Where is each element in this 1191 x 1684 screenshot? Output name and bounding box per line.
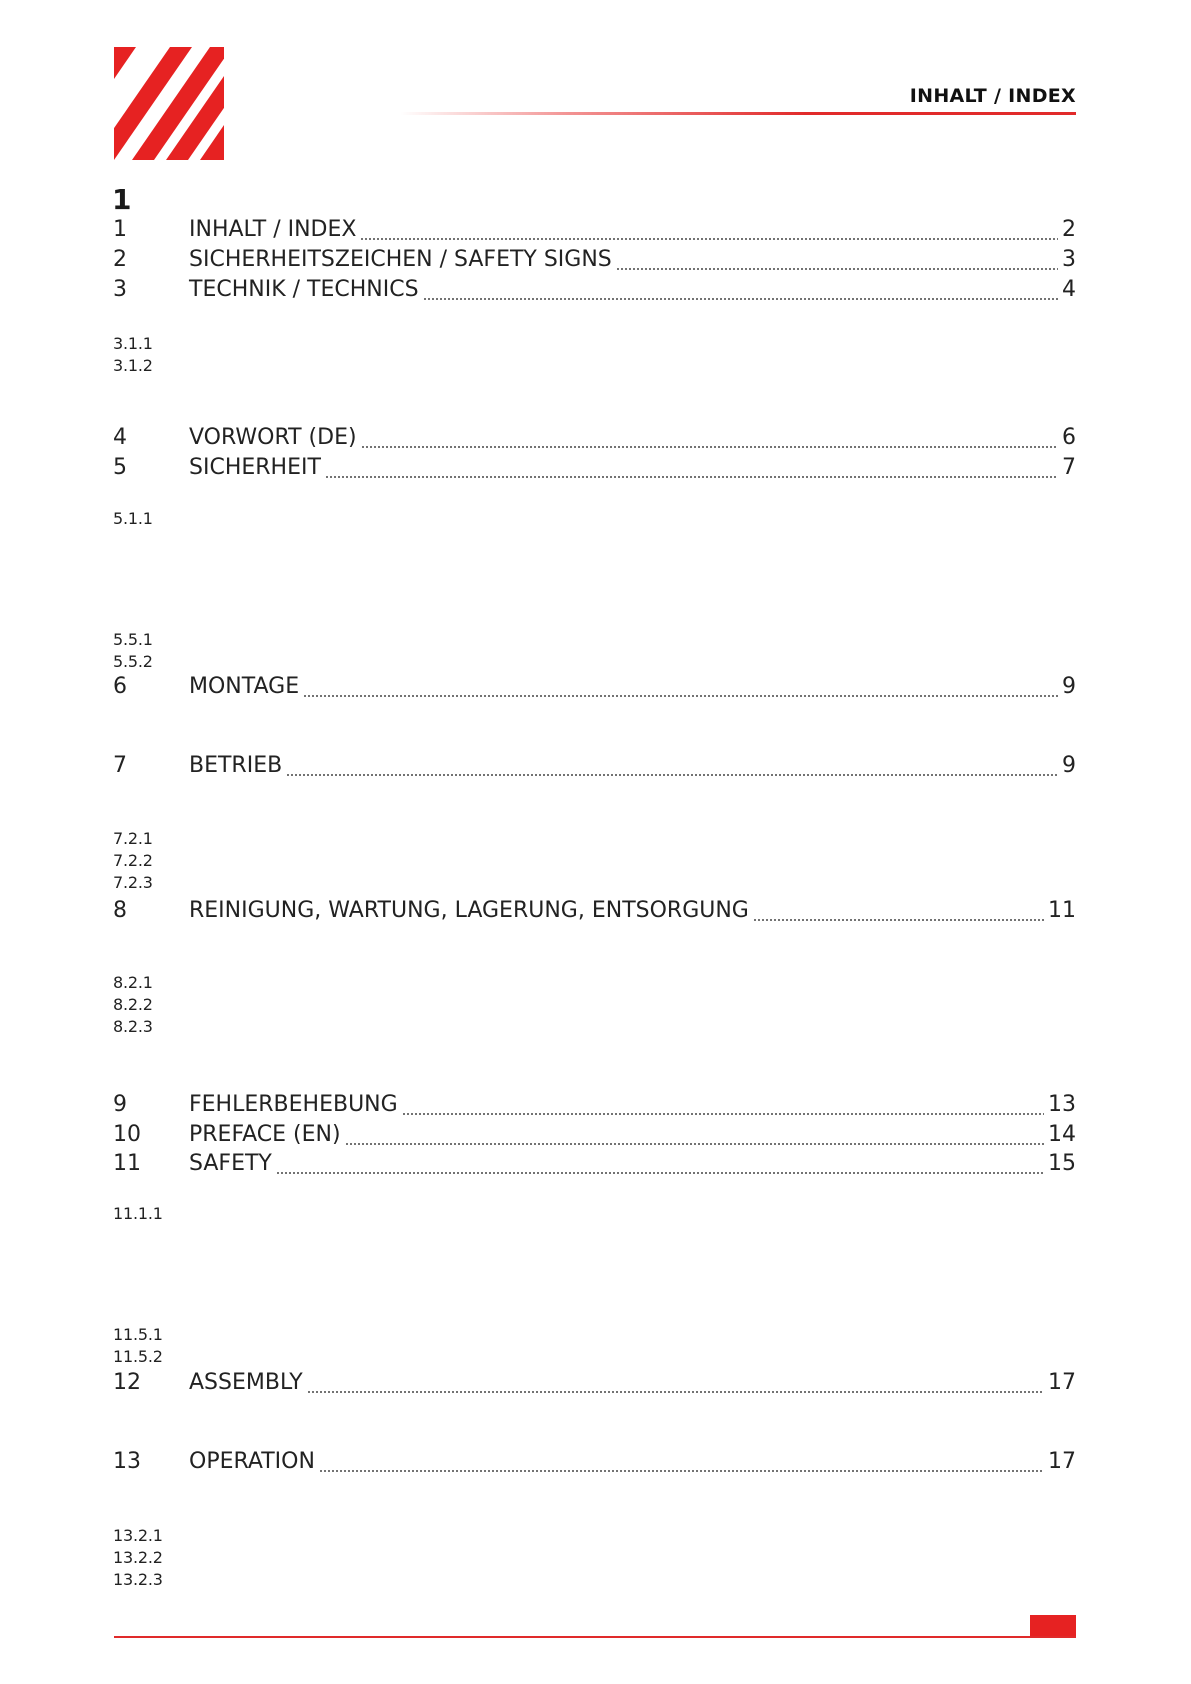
toc-entry[interactable]: [113, 674, 1076, 704]
toc-dot-leader: [423, 298, 1058, 300]
toc-entry-page: 9: [1062, 674, 1076, 699]
toc-entry-number: 4: [113, 425, 127, 450]
toc-entry-number: 1: [113, 217, 127, 242]
toc-entry-title: BETRIEB: [189, 753, 283, 778]
logo-stripes-icon: [114, 47, 224, 160]
toc-entry[interactable]: [113, 247, 1076, 277]
toc-dot-leader: [360, 238, 1058, 240]
toc-dot-leader: [361, 446, 1058, 448]
toc-entry-title: PREFACE (EN): [189, 1122, 341, 1147]
toc-subsection: 3.1.2: [113, 356, 153, 375]
toc-entry[interactable]: [113, 753, 1076, 783]
toc-entry-title: TECHNIK / TECHNICS: [189, 277, 419, 302]
toc-entry-number: 9: [113, 1092, 127, 1117]
toc-entry-number: 8: [113, 898, 127, 923]
toc-entry-number: 7: [113, 753, 127, 778]
toc-entry-title: OPERATION: [189, 1449, 315, 1474]
footer-divider: [114, 1636, 1076, 1638]
toc-subsection: 8.2.2: [113, 995, 153, 1014]
header-divider: [400, 112, 1076, 115]
toc-subsection: 8.2.3: [113, 1017, 153, 1036]
toc-subsection: 3.1.1: [113, 334, 153, 353]
toc-entry[interactable]: [113, 1449, 1076, 1479]
toc-entry[interactable]: [113, 217, 1076, 247]
toc-entry-page: 17: [1048, 1370, 1076, 1395]
toc-entry-number: 5: [113, 455, 127, 480]
toc-entry-number: 6: [113, 674, 127, 699]
toc-entry-page: 15: [1048, 1151, 1076, 1176]
toc-entry[interactable]: [113, 425, 1076, 455]
toc-dot-leader: [402, 1113, 1044, 1115]
toc-subsection: 5.5.2: [113, 652, 153, 671]
toc-entry[interactable]: [113, 1370, 1076, 1400]
footer-accent-tab: [1030, 1615, 1076, 1637]
toc-entry-title: SICHERHEIT: [189, 455, 321, 480]
toc-dot-leader: [753, 919, 1044, 921]
toc-dot-leader: [345, 1143, 1044, 1145]
toc-entry-title: FEHLERBEHEBUNG: [189, 1092, 398, 1117]
toc-entry-title: VORWORT (DE): [189, 425, 357, 450]
toc-entry-title: INHALT / INDEX: [189, 217, 357, 242]
toc-entry-number: 11: [113, 1151, 141, 1176]
toc-subsection: 13.2.3: [113, 1570, 163, 1589]
toc-subsection: 13.2.2: [113, 1548, 163, 1567]
toc-entry[interactable]: [113, 277, 1076, 307]
toc-subsection: 11.1.1: [113, 1204, 163, 1223]
toc-entry[interactable]: [113, 455, 1076, 485]
toc-entry-title: SICHERHEITSZEICHEN / SAFETY SIGNS: [189, 247, 612, 272]
toc-entry-page: 17: [1048, 1449, 1076, 1474]
toc-dot-leader: [286, 774, 1058, 776]
toc-entry-number: 2: [113, 247, 127, 272]
toc-entry-number: 10: [113, 1122, 141, 1147]
toc-entry-title: REINIGUNG, WARTUNG, LAGERUNG, ENTSORGUNG: [189, 898, 749, 923]
toc-entry-page: 14: [1048, 1122, 1076, 1147]
toc-subsection: 11.5.2: [113, 1347, 163, 1366]
toc-subsection: 5.1.1: [113, 509, 153, 528]
toc-dot-leader: [307, 1391, 1044, 1393]
toc-subsection: 5.5.1: [113, 630, 153, 649]
toc-entry[interactable]: [113, 1092, 1076, 1122]
toc-entry-page: 7: [1062, 455, 1076, 480]
toc-subsection: 7.2.3: [113, 873, 153, 892]
toc-entry-page: 3: [1062, 247, 1076, 272]
toc-dot-leader: [325, 476, 1058, 478]
toc-entry-page: 2: [1062, 217, 1076, 242]
toc-entry-page: 4: [1062, 277, 1076, 302]
toc-entry-number: 13: [113, 1449, 141, 1474]
toc-dot-leader: [319, 1470, 1044, 1472]
toc-entry-title: ASSEMBLY: [189, 1370, 303, 1395]
toc-entry-page: 11: [1048, 898, 1076, 923]
toc-subsection: 7.2.2: [113, 851, 153, 870]
toc-entry-number: 12: [113, 1370, 141, 1395]
header-title: INHALT / INDEX: [909, 85, 1076, 107]
toc-entry-page: 13: [1048, 1092, 1076, 1117]
toc-entry-page: 9: [1062, 753, 1076, 778]
toc-entry-number: 3: [113, 277, 127, 302]
toc-entry[interactable]: [113, 1122, 1076, 1152]
toc-entry-page: 6: [1062, 425, 1076, 450]
toc-entry[interactable]: [113, 898, 1076, 928]
toc-dot-leader: [303, 695, 1058, 697]
toc-subsection: 11.5.1: [113, 1325, 163, 1344]
toc-entry[interactable]: [113, 1151, 1076, 1181]
toc-dot-leader: [616, 268, 1058, 270]
toc-subsection: 13.2.1: [113, 1526, 163, 1545]
toc-entry-title: MONTAGE: [189, 674, 300, 699]
toc-subsection: 7.2.1: [113, 829, 153, 848]
toc-subsection: 8.2.1: [113, 973, 153, 992]
toc-dot-leader: [276, 1172, 1044, 1174]
toc-entry-title: SAFETY: [189, 1151, 272, 1176]
page-heading-number: 1: [112, 183, 132, 216]
